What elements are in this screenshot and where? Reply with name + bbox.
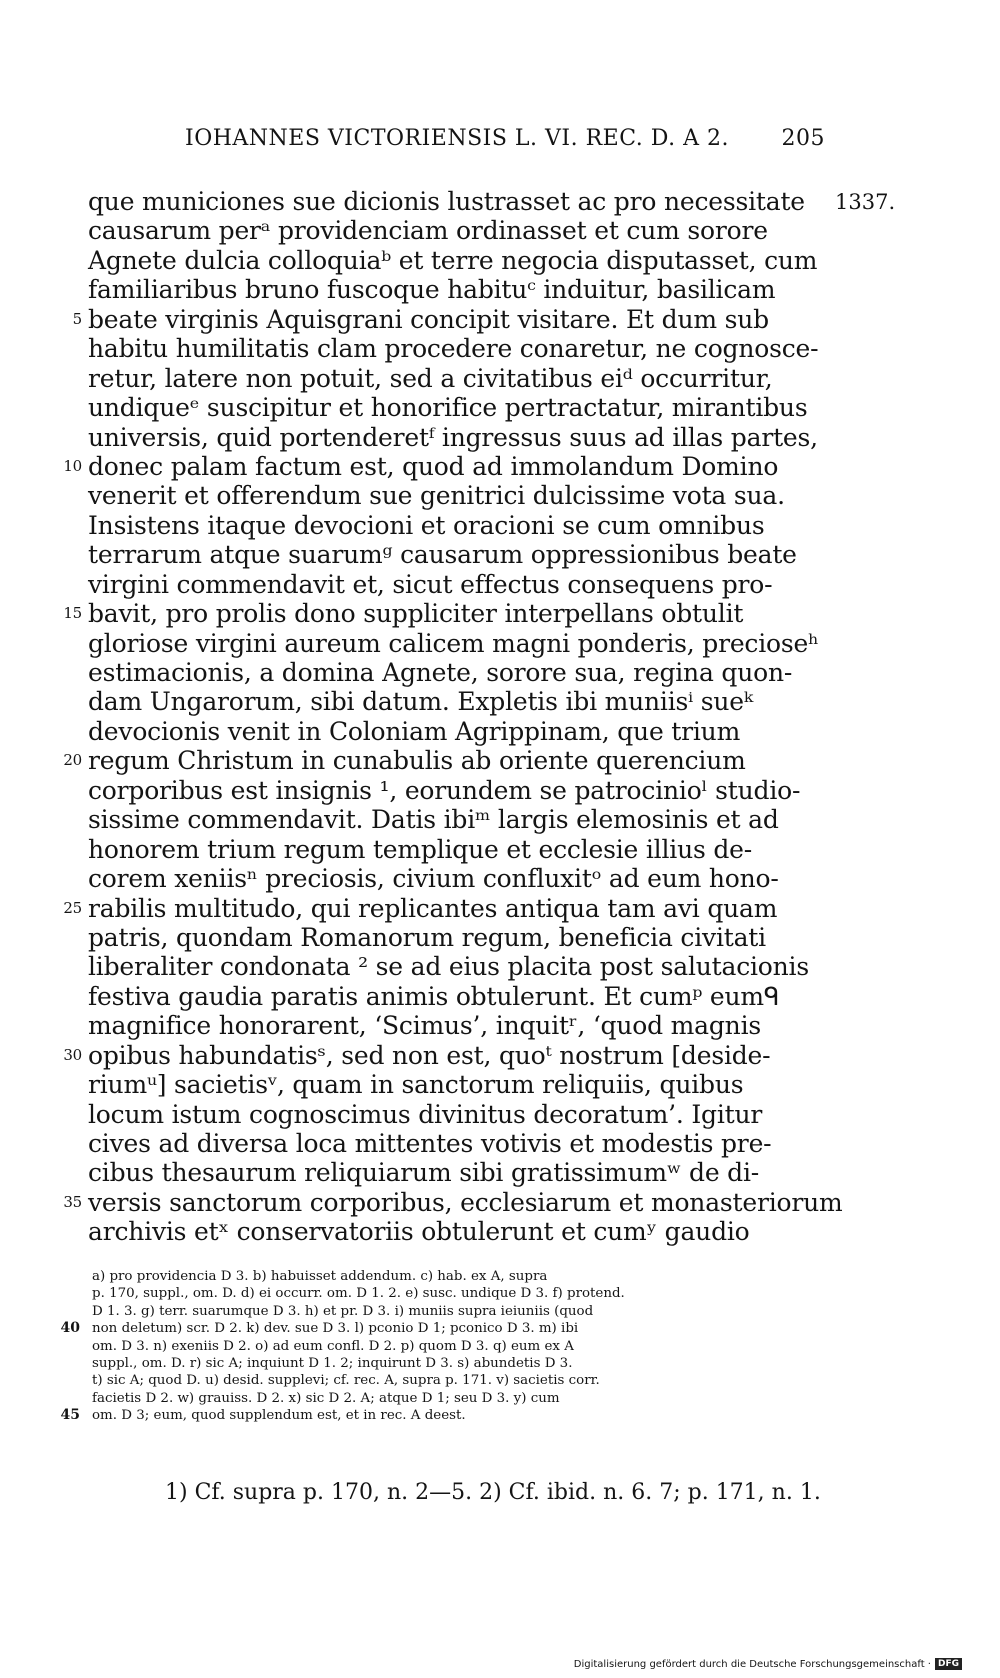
line-text: a) pro providencia D 3. b) habuisset addendum. c) hab. ex A, supra (92, 1269, 548, 1284)
line-number: 40 (60, 1320, 80, 1337)
text-line (88, 982, 828, 1011)
line-text: beate virginis Aquisgrani concipit visitare. Et dum sub (88, 304, 769, 334)
dfg-logo: DFG (935, 1658, 962, 1670)
text-line (63, 451, 828, 481)
apparatus-line (92, 1303, 832, 1320)
line-text: t) sic A; quod D. u) desid. supplevi; cf. rec. A, supra p. 171. v) sacietis corr. (92, 1373, 600, 1389)
line-text: D 1. 3. g) terr. suarumque D 3. h) et pr. D 3. i) muniis supra ieiuniis (quod (92, 1303, 594, 1319)
apparatus-line (92, 1372, 832, 1389)
line-number: 35 (63, 1192, 82, 1211)
apparatus-line (92, 1355, 832, 1372)
page-number: 205 (781, 126, 825, 151)
line-text: Insistens itaque devocioni et oracioni se cum omnibus (88, 510, 765, 540)
text-line (88, 423, 828, 452)
line-text: festiva gaudia paratis animis obtulerunt. Et cumᵖ eumᑫ (88, 981, 780, 1011)
line-text: virgini commendavit et, sicut effectus consequens pro- (88, 569, 773, 599)
line-text: estimacionis, a domina Agnete, sorore sua, regina quon- (88, 658, 793, 687)
main-text (63, 187, 843, 1247)
line-text: bavit, pro prolis dono suppliciter interpellans obtulit (88, 599, 744, 629)
line-text: facietis D 2. w) grauiss. D 2. x) sic D 2. A; atque D 1; seu D 3. y) cum (92, 1390, 560, 1406)
line-text: devocionis venit in Coloniam Agrippinam, que trium (88, 716, 741, 746)
text-line (88, 1129, 828, 1158)
line-text: causarum perᵃ providenciam ordinasset et cum sorore (88, 216, 768, 246)
line-text: rabilis multitudo, qui replicantes antiqua tam avi quam (88, 893, 778, 923)
digitization-credit (574, 1658, 962, 1670)
line-text: non deletum) scr. D 2. k) dev. sue D 3. l) pconio D 1; pconico D 3. m) ibi (92, 1321, 579, 1337)
line-number: 5 (72, 309, 82, 328)
line-text: liberaliter condonata ² se ad eius placita post salutacionis (88, 952, 809, 982)
text-line (88, 776, 828, 805)
line-text: cives ad diversa loca mittentes votivis et modestis pre- (88, 1129, 772, 1158)
text-line (72, 304, 828, 334)
text-line (88, 481, 828, 510)
line-text: archivis etˣ conservatoriis obtulerunt et cumʸ gaudio (88, 1217, 750, 1247)
text-line (88, 511, 828, 540)
text-line (88, 334, 828, 363)
line-text: universis, quid portenderetᶠ ingressus suus ad illas partes, (88, 422, 818, 452)
line-text: dam Ungarorum, sibi datum. Expletis ibi muniisⁱ sueᵏ (88, 687, 753, 717)
line-number: 30 (63, 1045, 82, 1064)
critical-apparatus (60, 1268, 832, 1425)
line-text: familiaribus bruno fuscoque habituᶜ induitur, basilicam (88, 275, 776, 305)
text-line (88, 658, 828, 687)
text-line (63, 746, 828, 776)
text-line (88, 687, 828, 716)
margin-year: 1337. (835, 190, 896, 214)
apparatus-line (92, 1338, 832, 1355)
running-title: IOHANNES VICTORIENSIS L. VI. REC. D. A 2. (185, 126, 729, 151)
text-line (88, 835, 828, 864)
text-line (88, 864, 828, 893)
apparatus-line (92, 1285, 832, 1302)
line-text: gloriose virgini aureum calicem magni ponderis, precioseʰ (88, 628, 819, 658)
line-text: patris, quondam Romanorum regum, beneficia civitati (88, 922, 766, 952)
apparatus-line (60, 1407, 832, 1424)
text-line (88, 187, 828, 216)
line-text: venerit et offerendum sue genitrici dulcissime vota sua. (88, 481, 785, 511)
text-line (88, 923, 828, 952)
line-text: regum Christum in cunabulis ab oriente querencium (88, 746, 746, 776)
line-text: sissime commendavit. Datis ibiᵐ largis elemosinis et ad (88, 805, 779, 835)
text-line (88, 1011, 828, 1040)
text-line (88, 1217, 828, 1246)
line-text: donec palam factum est, quod ad immolandum Domino (88, 451, 779, 481)
line-number: 15 (63, 604, 82, 623)
line-number: 45 (60, 1407, 80, 1424)
reference-notes: 1) Cf. supra p. 170, n. 2—5. 2) Cf. ibid. n. 6. 7; p. 171, n. 1. (165, 1480, 821, 1505)
line-text: terrarum atque suarumᵍ causarum oppressionibus beate (88, 540, 797, 570)
line-text: que municiones sue dicionis lustrasset ac pro necessitate (88, 187, 805, 216)
line-text: magnifice honorarent, ‘Scimus’, inquitʳ, ‘quod magnis (88, 1011, 762, 1041)
line-text: opibus habundatisˢ, sed non est, quoᵗ nostrum [deside- (88, 1040, 771, 1070)
line-text: versis sanctorum corporibus, ecclesiarum et monasteriorum (88, 1187, 843, 1217)
credit-text: Digitalisierung gefördert durch die Deutsche Forschungsgemeinschaft · (573, 1659, 931, 1670)
text-line (88, 216, 828, 245)
text-line (88, 275, 828, 304)
text-line (88, 1158, 828, 1187)
text-line (88, 393, 828, 422)
line-number: 10 (63, 456, 82, 475)
text-line (88, 570, 828, 599)
text-line (88, 952, 828, 981)
line-text: corporibus est insignis ¹, eorundem se patrocinioˡ studio- (88, 775, 801, 805)
text-line (63, 1187, 843, 1217)
line-text: suppl., om. D. r) sic A; inquiunt D 1. 2; inquirunt D 3. s) abundetis D 3. (92, 1355, 573, 1371)
line-text: honorem trium regum templique et ecclesie illius de- (88, 834, 752, 864)
line-text: locum istum cognoscimus divinitus decoratum’. Igitur (88, 1099, 763, 1129)
text-line (63, 1040, 828, 1070)
line-text: habitu humilitatis clam procedere conaretur, ne cognosce- (88, 334, 819, 364)
line-text: retur, latere non potuit, sed a civitatibus eiᵈ occurritur, (88, 363, 773, 393)
running-header (185, 126, 825, 162)
apparatus-line (92, 1268, 832, 1285)
text-line (88, 717, 828, 746)
line-text: Agnete dulcia colloquiaᵇ et terre negocia disputasset, cum (88, 245, 818, 275)
text-line (88, 1100, 828, 1129)
line-text: undiqueᵉ suscipitur et honorifice pertractatur, mirantibus (88, 393, 808, 423)
text-line (88, 540, 828, 569)
apparatus-line (60, 1320, 832, 1337)
text-line (88, 805, 828, 834)
line-text: corem xeniisⁿ preciosis, civium confluxitᵒ ad eum hono- (88, 864, 779, 894)
line-text: riumᵘ] sacietisᵛ, quam in sanctorum reliquiis, quibus (88, 1070, 744, 1100)
line-text: om. D 3. n) exeniis D 2. o) ad eum confl. D 2. p) quom D 3. q) eum ex A (92, 1338, 574, 1354)
text-line (88, 246, 828, 275)
line-number: 25 (63, 898, 82, 917)
line-text: om. D 3; eum, quod supplendum est, et in rec. A deest. (92, 1408, 466, 1424)
text-line (63, 893, 828, 923)
text-line (88, 629, 828, 658)
line-text: cibus thesaurum reliquiarum sibi gratissimumʷ de di- (88, 1158, 760, 1188)
text-line (88, 364, 828, 393)
text-line (88, 1070, 828, 1099)
apparatus-line (92, 1390, 832, 1407)
text-line (63, 599, 828, 629)
line-text: p. 170, suppl., om. D. d) ei occurr. om. D 1. 2. e) susc. undique D 3. f) protend. (92, 1286, 625, 1302)
line-number: 20 (63, 751, 82, 770)
